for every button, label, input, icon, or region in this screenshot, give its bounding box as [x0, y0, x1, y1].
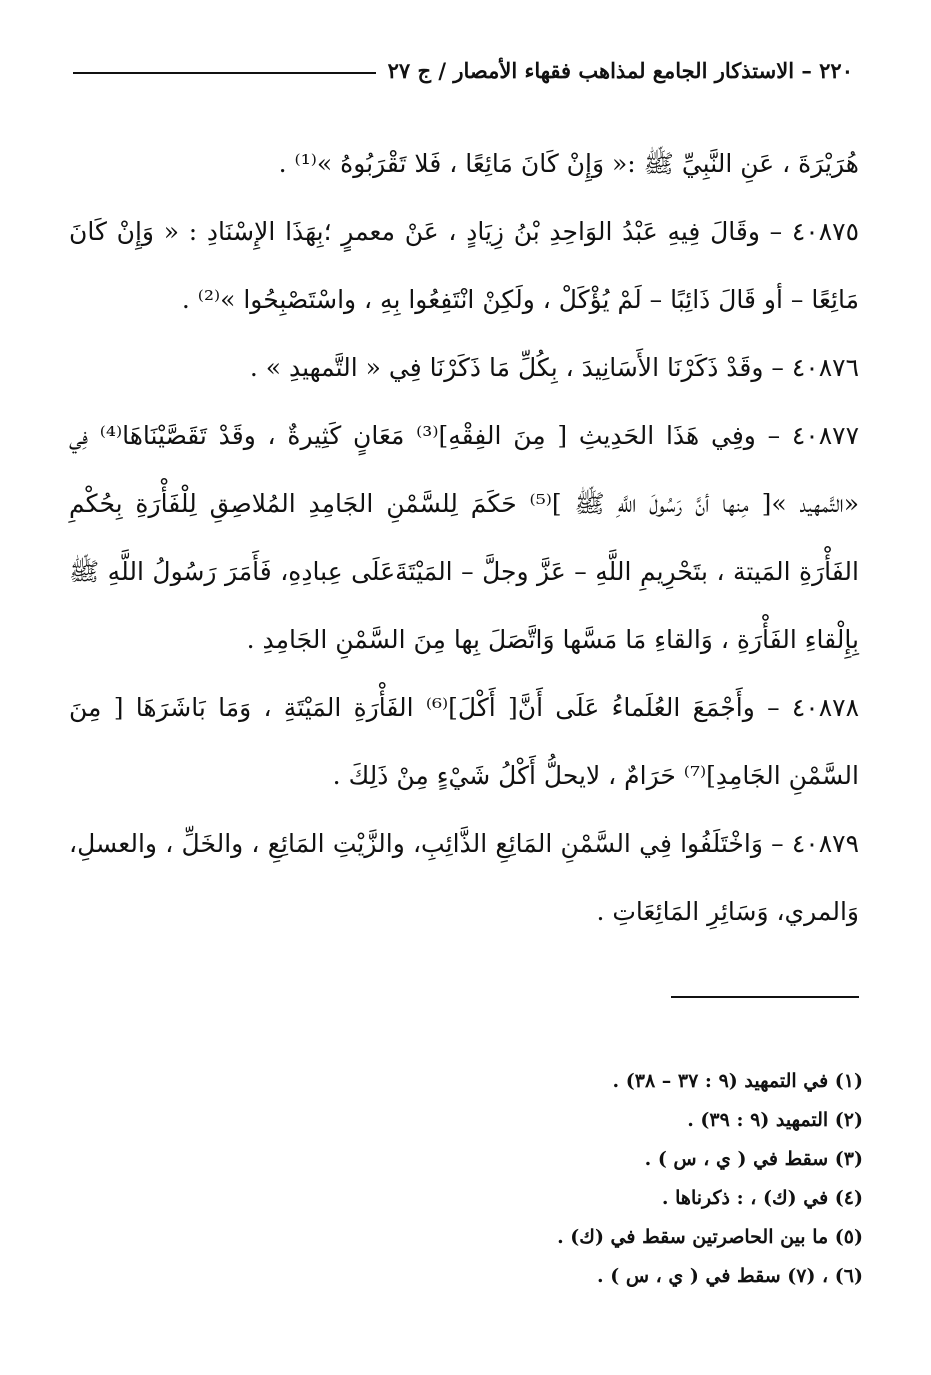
paragraph-40877: ٤٠٨٧٧ – وفِي هَذَا الحَدِيثِ [ مِنَ الفِقْهِ]⁽³⁾ مَعَانٍ كَثِيرةٌ ، وقَدْ تَقَصَّيْنَاهَا⁽⁴⁾ فِي «التَّمهيد »[ مِنها أنَّ رَسُولَ اللَّهِ ﷺ ]⁽⁵⁾ حَكَمَ لِلسَّمْنِ الجَامِدِ المُلاصِقِ لِلْفَأْرَةِ بِحُكْمِ الفَأْرَةِ المَيتة ، بتَحْرِيمِ اللَّهِ – عَزَّ وجلَّ – المَيْتَةَعَلَى عِبادِهِ، فَأَمَرَ رَسُولُ اللَّهِ ﷺ بِإِلْقاءِ الفَأْرَةِ ، وَالقاءِ مَا مَسَّها وَاتَّصَلَ بِها مِنَ السَّمْنِ الجَامِدِ . — [69, 421, 859, 654]
paragraph-40878: ٤٠٨٧٨ – وأَجْمَعَ العُلَماءُ عَلَى أَنَّ[ أَكْلَ]⁽⁶⁾ الفَأْرَةِ المَيْتَةِ ، وَمَا بَاشَرَهَا [ مِنَ السَّمْنِ الجَامِدِ]⁽⁷⁾ حَرَامٌ ، لايحلُّ أَكْلُ شَيْءٍ مِنْ ذَلِكَ . — [69, 693, 859, 790]
footnote-6-7: (٦) ، (٧) سقط في ( ي ، س ) . — [597, 1265, 863, 1287]
paragraph-40876: ٤٠٨٧٦ – وقَدْ ذَكَرْنَا الأَسَانِيدَ ، بِكُلِّ مَا ذَكَرْنَا فِي « التَّمهيدِ » . — [249, 353, 859, 382]
main-text — [69, 130, 859, 946]
page-header — [73, 52, 853, 88]
running-title: ٢٢٠ – الاستذكار الجامع لمذاهب فقهاء الأمصار / ج ٢٧ — [387, 57, 853, 83]
footnote-separator — [671, 996, 859, 998]
paragraph-40875: ٤٠٨٧٥ – وقَالَ فِيهِ عَبْدُ الوَاحِدِ بْنُ زِيَادٍ ، عَنْ معمرٍ ؛بِهَذَا الإِسْنَادِ : « وَإِنْ كَانَ مَائِعًا – أو قَالَ ذَائِبًا – لَمْ يُؤْكَلْ ، ولَكِنْ انْتَفِعُوا بِهِ ، واسْتَصْبِحُوا »⁽²⁾ . — [69, 217, 859, 314]
paragraph-40879: ٤٠٨٧٩ – وَاخْتَلَفُوا فِي السَّمْنِ المَائِعِ الذَّائِبِ، والزَّيْتِ المَائِعِ ، والخَلِّ ، والعسلِ، وَالمري، وَسَائِرِ المَائِعَاتِ . — [69, 829, 859, 926]
paragraph-continuation: هُرَيْرَةَ ، عَنِ النَّبِيِّ ﷺ :« وَإِنْ كَانَ مَائِعًا ، فَلا تَقْرَبُوهُ »⁽¹⁾ . — [278, 149, 859, 178]
footnote-3: (٣) سقط في ( ي ، س ) . — [644, 1148, 863, 1170]
footnote-1: (١) في التمهيد (٩ : ٣٧ – ٣٨) . — [612, 1070, 863, 1092]
footnote-5: (٥) ما بين الحاصرتين سقط في (ك) . — [557, 1226, 863, 1248]
header-rule — [73, 72, 376, 74]
footnotes — [343, 1062, 863, 1296]
footnote-2: (٢) التمهيد (٩ : ٣٩) . — [687, 1109, 863, 1131]
footnote-4: (٤) في (ك) ، : ذكرناها . — [661, 1187, 863, 1209]
